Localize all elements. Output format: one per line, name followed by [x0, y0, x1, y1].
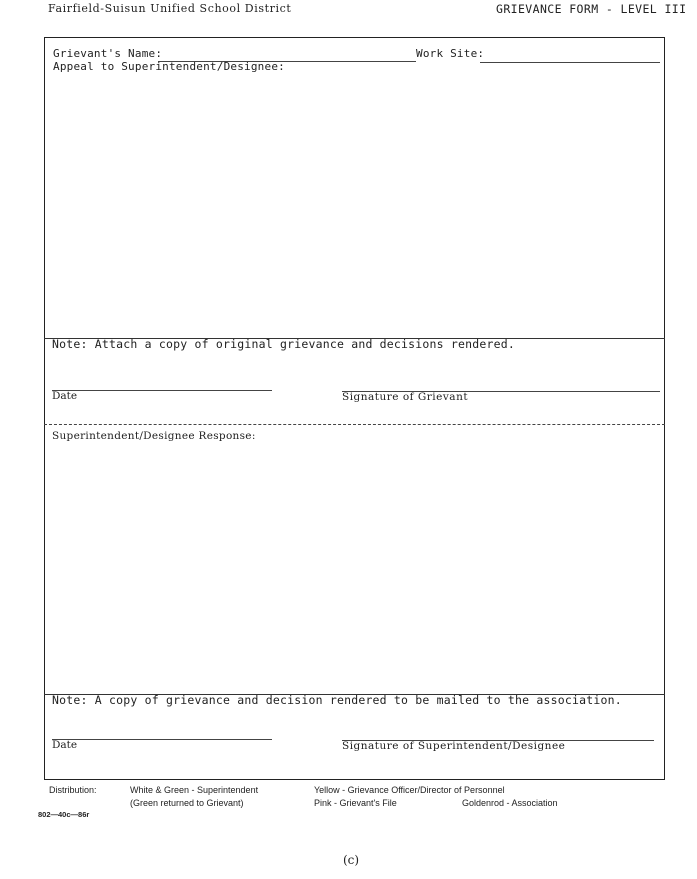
form-number: 802—40c—86r — [38, 810, 90, 819]
figure-caption: (c) — [343, 853, 360, 867]
grievant-date-field[interactable] — [52, 390, 272, 391]
dashed-divider — [44, 424, 665, 425]
distribution-white-green: White & Green - Superintendent — [130, 785, 259, 795]
distribution-yellow: Yellow - Grievance Officer/Director of Personnel — [314, 785, 505, 795]
distribution-green-returned: (Green returned to Grievant) — [130, 798, 244, 808]
distribution-pink: Pink - Grievant's File — [314, 798, 397, 808]
superintendent-date-field[interactable] — [52, 739, 272, 740]
appeal-label: Appeal to Superintendent/Designee: — [53, 60, 285, 73]
work-site-label: Work Site: — [416, 47, 485, 60]
work-site-field[interactable] — [480, 62, 660, 63]
grievant-date-label: Date — [52, 390, 78, 402]
grievant-name-label: Grievant's Name: — [53, 47, 163, 60]
district-name: Fairfield-Suisun Unified School District — [48, 2, 292, 15]
distribution-goldenrod: Goldenrod - Association — [462, 798, 558, 808]
distribution-label: Distribution: — [49, 785, 97, 795]
note-attach-copy: Note: Attach a copy of original grievance and decisions rendered. — [52, 337, 516, 351]
superintendent-signature-label: Signature of Superintendent/Designee — [342, 740, 566, 752]
form-title: GRIEVANCE FORM - LEVEL III — [496, 2, 687, 16]
response-label: Superintendent/Designee Response: — [52, 430, 256, 442]
appeal-text-area[interactable] — [46, 76, 663, 336]
response-text-area[interactable] — [46, 446, 663, 690]
note-mailed-association: Note: A copy of grievance and decision rendered to be mailed to the association. — [52, 693, 622, 707]
grievant-signature-label: Signature of Grievant — [342, 391, 469, 403]
superintendent-date-label: Date — [52, 739, 78, 751]
